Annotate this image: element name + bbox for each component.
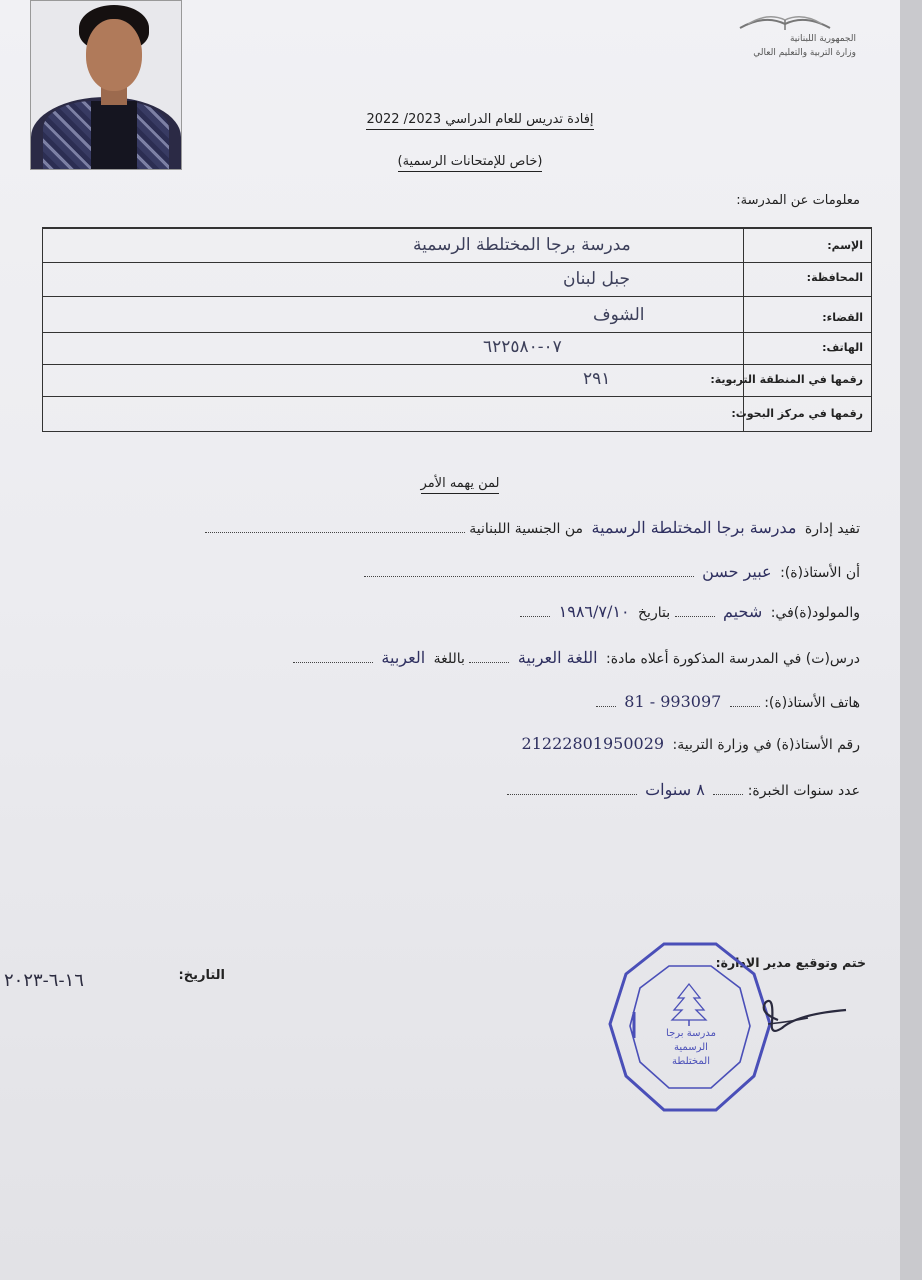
district-value: الشوف (593, 305, 645, 325)
stamp-line-1: مدرسة برجا (666, 1028, 716, 1039)
handwritten-birthdate: ١٩٨٦/٧/١٠ (558, 602, 630, 621)
table-row (43, 332, 871, 365)
governorate-value: جبل لبنان (563, 269, 631, 289)
school-info-heading: معلومات عن المدرسة: (736, 193, 860, 208)
school-name-line: تفيد إدارة مدرسة برجا المختلطة الرسمية من الجنسية اللبنانية (205, 518, 860, 540)
school-name-label: الإسم: (827, 239, 863, 252)
handwritten-date: ١٦-٦-٢٠٢٣ (4, 970, 84, 991)
table-row (43, 296, 871, 333)
to-whom-heading: لمن يهمه الأمر (400, 476, 520, 491)
handwritten-teacher-phone: 81 - 993097 (624, 692, 722, 711)
document-subtitle: (خاص للإمتحانات الرسمية) (360, 154, 580, 169)
handwritten-school-name: مدرسة برجا المختلطة الرسمية (591, 518, 797, 537)
stamp-line-3: المختلطة (672, 1056, 710, 1067)
phone-label: الهاتف: (822, 341, 863, 354)
table-row (43, 396, 871, 432)
handwritten-subject: اللغة العربية (517, 648, 598, 667)
birth-line: والمولود(ة)في: شحيم بتاريخ ١٩٨٦/٧/١٠ (520, 602, 860, 624)
region-number-label: رقمها في المنطقة التربوية: (710, 373, 863, 386)
ministry-logo (706, 10, 866, 70)
handwritten-teacher-name: عبير حسن (702, 562, 772, 581)
handwritten-ministry-number: 21222801950029 (521, 734, 665, 753)
experience-line: عدد سنوات الخبرة: ٨ سنوات (507, 780, 860, 802)
date-block (0, 960, 225, 1000)
handwritten-experience: ٨ سنوات (645, 780, 705, 799)
stamp-line-2: الرسمية (674, 1042, 708, 1053)
table-row (43, 364, 871, 397)
director-signature (748, 992, 848, 1042)
document-title: إفادة تدريس للعام الدراسي 2023/ 2022 (320, 112, 640, 127)
teacher-name-line: أن الأستاذ(ة): عبير حسن (364, 562, 860, 584)
logo-line-ministry: وزارة التربية والتعليم العالي (753, 48, 856, 58)
region-number-value: ٢٩١ (583, 369, 611, 389)
table-row (43, 262, 871, 297)
district-label: القضاء: (822, 311, 863, 324)
teacher-phone-line: هاتف الأستاذ(ة): 81 - 993097 (596, 692, 860, 714)
phone-value: ٠٧-٦٢٢٥٨٠ (483, 337, 562, 357)
subject-line: درس(ت) في المدرسة المذكورة أعلاه مادة: اللغة العربية باللغة العربية (293, 648, 860, 670)
ministry-number-line: رقم الأستاذ(ة) في وزارة التربية: 21222801950029 (521, 734, 860, 753)
signature-label: ختم وتوقيع مدير الادارة: (715, 955, 866, 970)
date-label: التاريخ: (178, 968, 225, 983)
cedar-icon (672, 984, 706, 1026)
school-info-table (42, 227, 872, 432)
table-row (43, 228, 871, 263)
school-name-value: مدرسة برجا المختلطة الرسمية (413, 235, 631, 255)
book-icon (730, 10, 840, 32)
applicant-photo (30, 0, 182, 170)
logo-line-republic: الجمهورية اللبنانية (789, 34, 856, 44)
research-center-label: رقمها في مركز البحوث: (731, 407, 863, 420)
governorate-label: المحافظة: (806, 271, 863, 284)
handwritten-language: العربية (381, 648, 426, 667)
handwritten-birthplace: شحيم (723, 602, 763, 621)
